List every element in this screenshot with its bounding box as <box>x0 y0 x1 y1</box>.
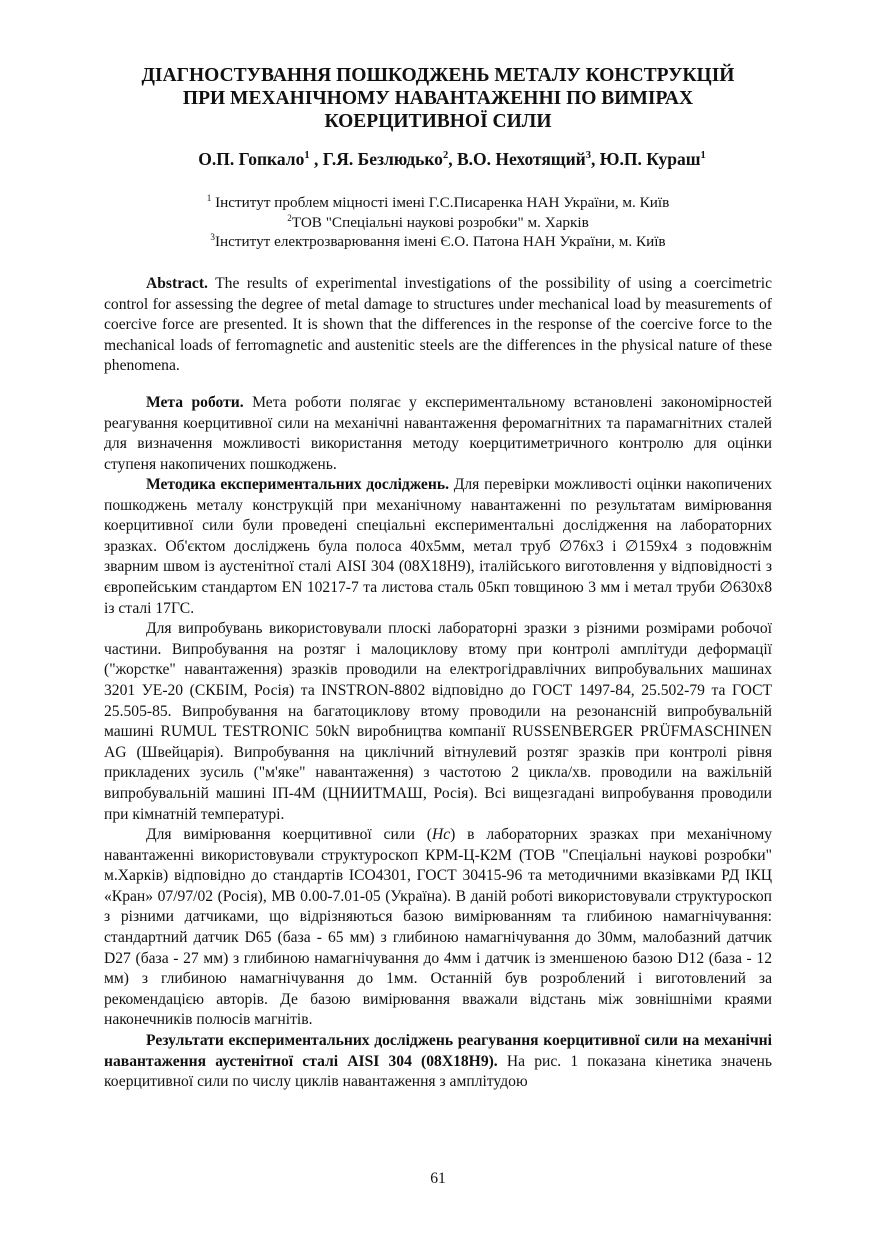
author-affiliation-mark: 3 <box>585 150 592 162</box>
abstract <box>104 274 772 377</box>
affiliation-number: 3 <box>210 231 215 242</box>
author-separator: , <box>591 149 600 169</box>
affiliation-text: Інститут електрозварювання імені Є.О. Патона НАН України, м. Київ <box>214 233 666 250</box>
results-paragraph <box>104 1031 772 1093</box>
tests-paragraph: Для випробувань використовували плоскі лабораторні зразки з різними розмірами робочої частини. Випробування на розтяг і малоциклову втому при контролі амплітуди деформації ("жорстке" навантаження) зразків проводили на електрогідравлічних випробувальних машинах 3201 УЕ-20 (СКБІМ, Росія) та INSTRON-8802 відповідно до ГОСТ 1497-84, 25.502-79 та ГОСТ 25.505-85. Випробування на багатоциклову втому проводили на резонансній випробувальній машині RUMUL TESTRONIC 50kN виробництва компанії RUSSENBERGER PRÜFMASCHINEN AG (Швейцарія). Випробування на циклічний вітнулевий розтяг зразків при контролі рівня прикладених зусиль ("м'яке" навантаження) з частотою 2 цикла/хв. проводили на важільній випробувальній машині ІП-4М (ЦНИИТМАШ, Росія). Всі вищезгадані випробування проводили при кімнатній температурі. <box>104 620 772 823</box>
affiliation-text: ТОВ "Спеціальні наукові розробки" м. Харків <box>291 213 589 231</box>
body-sections <box>104 475 772 1093</box>
title-line: ПРИ МЕХАНІЧНОМУ НАВАНТАЖЕННІ ПО ВИМІРАХ <box>182 88 694 109</box>
affiliation-text: Інститут проблем міцності імені Г.С.Писаренка НАН України, м. Київ <box>211 194 670 211</box>
methods-text: Для перевірки можливості оцінки накопичених пошкоджень металу конструкцій при механічному навантаженні по результатам вимірювання коерцитивної сили були проведені спеціальні експериментальні дослідження на лабораторних зразках. Об'єктом досліджень була полоса 40х5мм, метал труб ∅76х3 і ∅159х4 з подовжнім зварним швом із аустенітної сталі AISI 304 (08Х18Н9), італійського виготовлення у відповідності з європейським стандартом EN 10217-7 та листова сталь 05кп товщиною 3 мм і метал труби ∅630х8 із сталі 17ГС. <box>104 476 772 617</box>
measurement-text-start: Для вимірювання коерцитивної сили ( <box>146 826 432 844</box>
page-number: 61 <box>430 1170 446 1187</box>
measurement-text-rest: ) в лабораторних зразках при механічному навантаженні використовували структуроскоп КРМ-Ц-К2М (ТОВ "Спеціальні наукові розробки" м.Харків) відповідно до стандартів ІСО4301, ГОСТ 30415-96 та методичними вказівками РД ІКЦ «Кран» 07/97/02 (Росія), МВ 0.00-7.01-05 (Україна). В даній роботі використовували структуроскоп з різними датчиками, що відрізняються базою вимірюванням та глибиною намагнічування: стандартний датчик D65 (база - 65 мм) з глибиною намагнічування до 30мм, малобазний датчик D27 (база - 27 мм) з глибиною намагнічування до 4мм і датчик із зменшеною базою D12 (база - 12 мм) з глибиною намагнічування до 1мм. Останній був розроблений і виготовлений за рекомендацією авторів. Де базою вимірювання вважали відстань між зовнішніми краями наконечників полюсів магнітів. <box>104 826 772 1029</box>
affiliations <box>104 193 772 252</box>
paper-title <box>104 64 772 133</box>
author-name: Ю.П. Кураш <box>599 149 701 169</box>
affiliation-number: 2 <box>287 212 292 223</box>
results-heading: Результати експериментальних досліджень реагування коерцитивної сили на механічні навантаження аустенітної сталі AISI 304 (08Х18Н9). <box>104 1032 772 1070</box>
author-list <box>104 148 772 170</box>
author-name: В.О. Нехотящий <box>456 149 586 169</box>
author-affiliation-mark: 1 <box>304 150 310 162</box>
goal-section <box>104 393 772 475</box>
title-line: КОЕРЦИТИВНОЇ СИЛИ <box>324 111 552 132</box>
author-name: О.П. Гопкало <box>198 149 305 169</box>
measurement-paragraph <box>104 825 772 1031</box>
methods-heading: Методика експериментальних досліджень. <box>146 476 449 493</box>
methods-paragraph <box>104 475 772 619</box>
author-name: Г.Я. Безлюдько <box>322 149 443 169</box>
goal-paragraph <box>104 393 772 475</box>
abstract-paragraph <box>104 274 772 377</box>
abstract-text: The results of experimental investigations of the possibility of using a coercimetric control for assessing the degree of metal damage to structures under mechanical load by measurements of coercive force are presented. It is shown that the differences in the response of the coercive force to the mechanical loads of ferromagnetic and austenitic steels are the differences in the physical nature of these phenomena. <box>104 275 772 375</box>
author-affiliation-mark: 1 <box>700 150 706 162</box>
affiliation <box>104 193 772 213</box>
title-line: ДІАГНОСТУВАННЯ ПОШКОДЖЕНЬ МЕТАЛУ КОНСТРУКЦІЙ <box>141 65 735 86</box>
goal-heading: Мета роботи. <box>146 394 244 411</box>
author-affiliation-mark: 2 <box>442 150 449 162</box>
affiliation <box>104 232 772 252</box>
affiliation <box>104 213 772 233</box>
author-separator: , <box>309 149 323 169</box>
abstract-label: Abstract. <box>146 275 208 292</box>
goal-text: Мета роботи полягає у експериментальному встановлені закономірностей реагування коерцитивної сили на механічні навантаження феромагнітних та парамагнітних сталей для визначення можливості використання методу коерцитиметричного контролю для оцінки ступеня накопичених пошкоджень. <box>104 394 772 473</box>
affiliation-number: 1 <box>206 192 212 203</box>
coercive-force-symbol: Hc <box>431 826 451 844</box>
author-separator: , <box>448 149 457 169</box>
results-text: На рис. 1 показана кінетика значень коерцитивної сили по числу циклів навантаження з амплітудою <box>104 1052 772 1091</box>
